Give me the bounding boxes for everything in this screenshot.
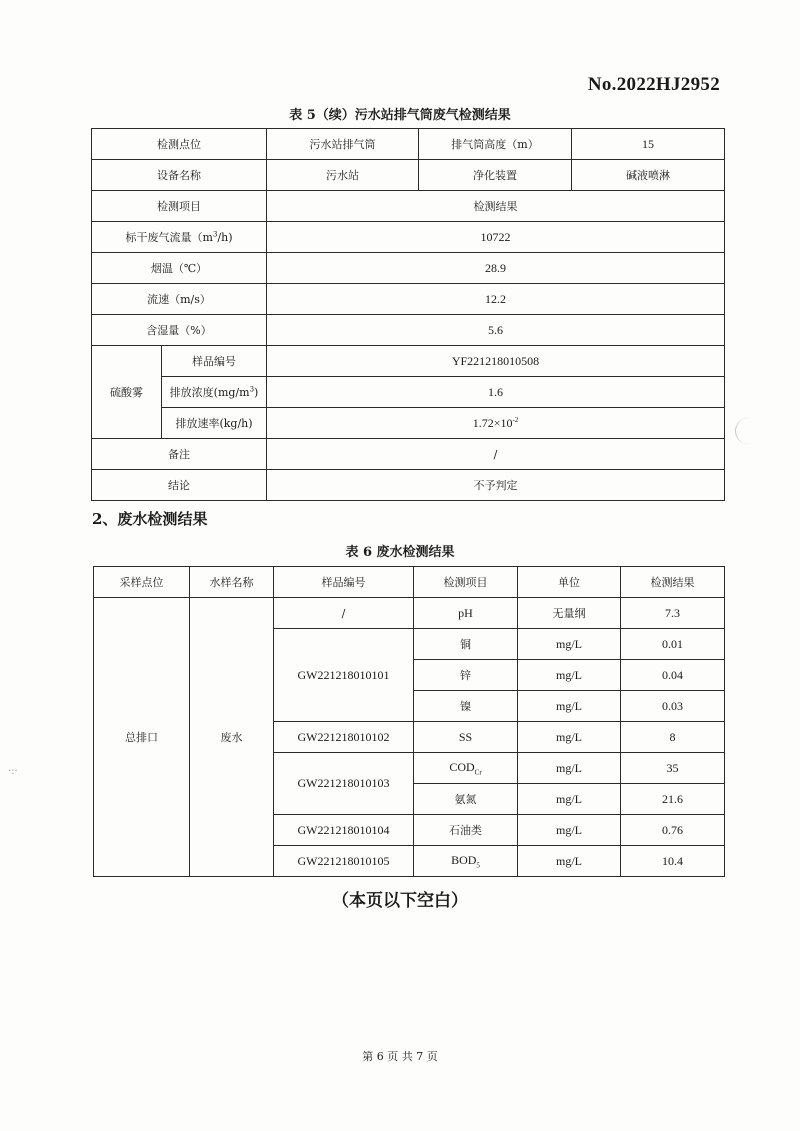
- table5-caption: 表 5（续）污水站排气筒废气检测结果: [289, 108, 511, 123]
- cell-emission-rate-value: $1.72\times 10^{-2}$: [267, 408, 725, 439]
- table-row: [92, 439, 725, 470]
- table-row: [92, 160, 725, 191]
- cell-unit: mg/L: [518, 815, 621, 846]
- cell-label-sample-id: 样品编号: [162, 346, 267, 377]
- blank-below-note: （本页以下空白）: [332, 891, 468, 911]
- cell-sample-id: GW221218010104: [274, 815, 414, 846]
- table-row: [92, 346, 725, 377]
- cell-temperature-value: 28.9: [267, 253, 725, 284]
- cell-remarks-value: /: [267, 439, 725, 470]
- table-row: [92, 222, 725, 253]
- cell-purifier: 碱液喷淋: [572, 160, 725, 191]
- header-unit: 单位: [518, 567, 621, 598]
- cell-unit: mg/L: [518, 784, 621, 815]
- scan-speck-mark: ·:·: [8, 766, 18, 777]
- cell-result: 0.04: [621, 660, 725, 691]
- cell-label-stack-height: 排气筒高度（m）: [419, 129, 572, 160]
- cell-flow-value: 10722: [267, 222, 725, 253]
- table-header-row: [94, 567, 725, 598]
- cell-concentration-value: 1.6: [267, 377, 725, 408]
- cell-conclusion-value: 不予判定: [267, 470, 725, 501]
- cell-label-purifier: 净化装置: [419, 160, 572, 191]
- cell-test-item: 氨氮: [414, 784, 518, 815]
- cell-water-sample: 废水: [190, 598, 274, 877]
- cell-test-item: $BOD_5$: [414, 846, 518, 877]
- cell-result: 21.6: [621, 784, 725, 815]
- cell-result: 0.03: [621, 691, 725, 722]
- table-row: [94, 598, 725, 629]
- cell-label-item: 检测项目: [92, 191, 267, 222]
- header-test-item: 检测项目: [414, 567, 518, 598]
- table-row: [92, 408, 725, 439]
- cell-unit: mg/L: [518, 629, 621, 660]
- cell-test-item: pH: [414, 598, 518, 629]
- cell-result: 0.76: [621, 815, 725, 846]
- header-sample-id: 样品编号: [274, 567, 414, 598]
- cell-result: 10.4: [621, 846, 725, 877]
- exhaust-gas-table: [91, 128, 725, 501]
- cell-moisture-value: 5.6: [267, 315, 725, 346]
- cell-unit: 无量纲: [518, 598, 621, 629]
- cell-test-item: 锌: [414, 660, 518, 691]
- cell-velocity-value: 12.2: [267, 284, 725, 315]
- cell-unit: mg/L: [518, 660, 621, 691]
- table-row: [92, 470, 725, 501]
- cell-unit: mg/L: [518, 691, 621, 722]
- cell-sample-id: GW221218010102: [274, 722, 414, 753]
- cell-result: 0.01: [621, 629, 725, 660]
- cell-unit: mg/L: [518, 722, 621, 753]
- cell-sample-id: YF221218010508: [267, 346, 725, 377]
- table-row: [92, 315, 725, 346]
- cell-sample-id: /: [274, 598, 414, 629]
- cell-test-item: $COD_{Cr}$: [414, 753, 518, 784]
- cell-monitoring-point: 污水站排气筒: [267, 129, 419, 160]
- cell-facility: 污水站: [267, 160, 419, 191]
- cell-sample-id: GW221218010103: [274, 753, 414, 815]
- cell-label-velocity: 流速（m/s）: [92, 284, 267, 315]
- cell-test-item: SS: [414, 722, 518, 753]
- cell-label-temperature: 烟温（℃）: [92, 253, 267, 284]
- table-row: [92, 377, 725, 408]
- wastewater-table: [93, 566, 725, 877]
- cell-unit: mg/L: [518, 753, 621, 784]
- report-number: No.2022HJ2952: [587, 74, 720, 95]
- table-row: [92, 253, 725, 284]
- cell-result: 35: [621, 753, 725, 784]
- scan-edge-mark: [735, 418, 750, 444]
- table-row: [92, 191, 725, 222]
- cell-label-concentration: 排放浓度$(mg/m^3)$: [162, 377, 267, 408]
- page-number-footer: 第 6 页 共 7 页: [362, 1050, 438, 1063]
- cell-label-moisture: 含湿量（%）: [92, 315, 267, 346]
- cell-label-conclusion: 结论: [92, 470, 267, 501]
- cell-label-result: 检测结果: [267, 191, 725, 222]
- header-water-sample: 水样名称: [190, 567, 274, 598]
- header-sampling-point: 采样点位: [94, 567, 190, 598]
- cell-test-item: 镍: [414, 691, 518, 722]
- cell-sampling-point: 总排口: [94, 598, 190, 877]
- cell-label-emission-rate: 排放速率(kg/h): [162, 408, 267, 439]
- cell-sample-id: GW221218010101: [274, 629, 414, 722]
- cell-group-sulfuric-acid-mist: 硫酸雾: [92, 346, 162, 439]
- cell-label-monitoring-point: 检测点位: [92, 129, 267, 160]
- cell-stack-height: 15: [572, 129, 725, 160]
- header-result: 检测结果: [621, 567, 725, 598]
- table-row: [92, 284, 725, 315]
- cell-unit: mg/L: [518, 846, 621, 877]
- cell-label-remarks: 备注: [92, 439, 267, 470]
- cell-result: 7.3: [621, 598, 725, 629]
- cell-label-facility: 设备名称: [92, 160, 267, 191]
- cell-result: 8: [621, 722, 725, 753]
- section-heading-wastewater: 2、废水检测结果: [92, 510, 208, 528]
- cell-sample-id: GW221218010105: [274, 846, 414, 877]
- cell-test-item: 铜: [414, 629, 518, 660]
- cell-label-flow: 标干废气流量$(m^3/h)$: [92, 222, 267, 253]
- table-row: [92, 129, 725, 160]
- table6-caption: 表 6 废水检测结果: [345, 545, 455, 560]
- cell-test-item: 石油类: [414, 815, 518, 846]
